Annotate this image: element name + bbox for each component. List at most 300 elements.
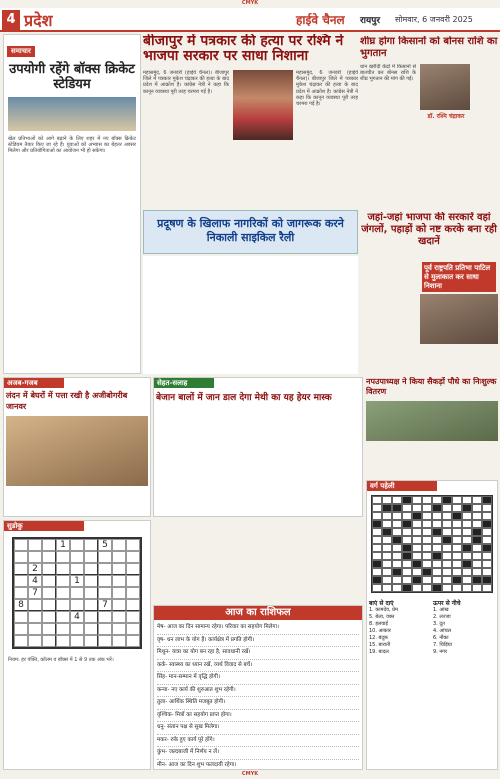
horoscope-title: आज का राशिफल: [154, 606, 362, 620]
crossword-cell[interactable]: [412, 496, 422, 504]
photo-caption: डॉ. रश्मि चंद्राकर: [427, 113, 465, 120]
crossword-cell[interactable]: [482, 560, 492, 568]
sudoku-cell[interactable]: [70, 599, 84, 611]
crossword-cell[interactable]: [402, 512, 412, 520]
horoscope-item: मकर- रुके हुए कार्य पूरे होंगे।: [157, 735, 359, 748]
sudoku-cell[interactable]: [126, 587, 140, 599]
clue-item: 10. आकार: [369, 628, 391, 634]
crossword-cell[interactable]: [412, 520, 422, 528]
story-body: खेल प्रतिभाओं को आगे बढ़ाने के लिए शहर में नए बॉक्स क्रिकेट स्टेडियम तैयार किए जा रहे हैं। युवाओं को अभ्यास का बेहतर अवसर मिलेगा और प्रतियोगिताओं का आयोजन भी हो सकेगा।: [8, 136, 136, 155]
clue-item: 8. हलवाई: [369, 621, 388, 627]
sudoku-cell[interactable]: [14, 611, 28, 623]
crossword-cell[interactable]: [472, 544, 482, 552]
horoscope-item: वृष- धन लाभ के योग हैं। कार्यक्षेत्र में प्रगति होगी।: [157, 635, 359, 648]
sudoku-cell[interactable]: 2: [28, 563, 42, 575]
crossword-cell[interactable]: [372, 520, 382, 528]
sudoku-cell[interactable]: [14, 623, 28, 635]
crossword-cell[interactable]: [452, 584, 462, 592]
crossword-cell[interactable]: [422, 584, 432, 592]
horoscope-item: धनु- संतान पक्ष से सुख मिलेगा।: [157, 722, 359, 735]
crossword-cell[interactable]: [412, 584, 422, 592]
health-box: [153, 377, 363, 517]
sudoku-cell[interactable]: [56, 599, 70, 611]
sudoku-cell[interactable]: 8: [14, 599, 28, 611]
sudoku-cell[interactable]: [98, 623, 112, 635]
right-story-body: धान खरीदी केंद्रों में किसानों से बातचीत कर बोनस राशि के शीघ्र भुगतान की मांग की गई।: [360, 64, 416, 83]
horoscope-item: वृश्चिक- मित्रों का सहयोग प्राप्त होगा।: [157, 710, 359, 723]
sudoku-cell[interactable]: [28, 635, 42, 647]
sudoku-cell[interactable]: [126, 563, 140, 575]
sudoku-cell[interactable]: [56, 587, 70, 599]
crossword-cell[interactable]: [442, 520, 452, 528]
crossword-cell[interactable]: [422, 496, 432, 504]
crossword-cell[interactable]: [472, 528, 482, 536]
clue-item: 9. नगर: [433, 649, 447, 655]
across-clues: [369, 607, 431, 656]
crossword-cell[interactable]: [392, 552, 402, 560]
crossword-cell[interactable]: [392, 560, 402, 568]
crossword-cell[interactable]: [422, 512, 432, 520]
sudoku-cell[interactable]: [84, 575, 98, 587]
crossword-cell[interactable]: [392, 576, 402, 584]
horoscope-item: तुला- आर्थिक स्थिति मजबूत होगी।: [157, 697, 359, 710]
crossword-cell[interactable]: [382, 528, 392, 536]
crossword-cell[interactable]: [422, 536, 432, 544]
crossword-cell[interactable]: [412, 560, 422, 568]
crossword-cell[interactable]: [422, 568, 432, 576]
sudoku-cell[interactable]: [70, 563, 84, 575]
sudoku-cell[interactable]: [42, 551, 56, 563]
crossword-cell[interactable]: [462, 504, 472, 512]
crossword-cell[interactable]: [482, 584, 492, 592]
crossword-cell[interactable]: [372, 560, 382, 568]
sudoku-cell[interactable]: [84, 611, 98, 623]
crossword-cell[interactable]: [442, 552, 452, 560]
crossword-cell[interactable]: [432, 552, 442, 560]
clue-item: 1. कामदेव, प्रेम: [369, 607, 398, 613]
crossword-cell[interactable]: [412, 504, 422, 512]
crossword-grid[interactable]: [371, 495, 493, 593]
sudoku-cell[interactable]: 1: [56, 539, 70, 551]
down-clues: [433, 607, 495, 656]
clue-item: 19. बादल: [369, 649, 389, 655]
crossword-cell[interactable]: [472, 520, 482, 528]
crossword-cell[interactable]: [402, 552, 412, 560]
crossword-cell[interactable]: [382, 496, 392, 504]
clue-item: 12. बंदूक: [369, 635, 388, 641]
crossword-cell[interactable]: [412, 512, 422, 520]
crossword-cell[interactable]: [372, 504, 382, 512]
sudoku-cell[interactable]: [126, 575, 140, 587]
crossword-cell[interactable]: [382, 584, 392, 592]
sudoku-cell[interactable]: [28, 551, 42, 563]
sudoku-cell[interactable]: 7: [98, 599, 112, 611]
crossword-cell[interactable]: [422, 544, 432, 552]
main-headline: बीजापुर में पत्रकार की हत्या पर रश्मि ने भाजपा सरकार पर साधा निशाना: [143, 34, 344, 64]
sudoku-cell[interactable]: [126, 635, 140, 647]
plant-photo: [366, 401, 498, 441]
crossword-cell[interactable]: [472, 504, 482, 512]
crossword-cell[interactable]: [452, 576, 462, 584]
crossword-cell[interactable]: [442, 584, 452, 592]
mining-headline: जहां-जहां भाजपा की सरकारें वहां जंगलों, पहाड़ों को नष्ट करके बना रही खदानें: [361, 212, 497, 247]
politician-photo: [233, 70, 293, 140]
crossword-cell[interactable]: [402, 520, 412, 528]
sudoku-cell[interactable]: [56, 563, 70, 575]
horoscope-list: [154, 620, 362, 770]
crossword-cell[interactable]: [452, 528, 462, 536]
crossword-cell[interactable]: [432, 568, 442, 576]
crossword-cell[interactable]: [452, 560, 462, 568]
crossword-cell[interactable]: [422, 520, 432, 528]
sudoku-cell[interactable]: [126, 551, 140, 563]
crossword-cell[interactable]: [432, 560, 442, 568]
story-headline: नपउपाध्यक्ष ने किया सैकड़ों पौधे का निःशुल्क वितरण: [366, 377, 497, 396]
sudoku-cell[interactable]: [56, 575, 70, 587]
crossword-cell[interactable]: [412, 528, 422, 536]
sudoku-cell[interactable]: [42, 575, 56, 587]
sudoku-cell[interactable]: [112, 575, 126, 587]
sudoku-cell[interactable]: [70, 539, 84, 551]
crossword-cell[interactable]: [472, 552, 482, 560]
clue-item: 2. लज्जा: [433, 614, 451, 620]
sudoku-cell[interactable]: [56, 623, 70, 635]
section-tag: समाचार: [7, 46, 35, 57]
sudoku-cell[interactable]: [112, 635, 126, 647]
crossword-cell[interactable]: [462, 496, 472, 504]
crossword-cell[interactable]: [402, 576, 412, 584]
crossword-cell[interactable]: [482, 512, 492, 520]
crossword-cell[interactable]: [462, 560, 472, 568]
sudoku-cell[interactable]: [14, 575, 28, 587]
right-photo: [420, 64, 470, 110]
sudoku-cell[interactable]: [112, 587, 126, 599]
sudoku-cell[interactable]: [70, 551, 84, 563]
crossword-cell[interactable]: [462, 576, 472, 584]
rally-body: [143, 256, 358, 374]
crossword-cell[interactable]: [402, 544, 412, 552]
clue-item: 3. दूत: [433, 621, 445, 627]
crossword-cell[interactable]: [482, 520, 492, 528]
mining-subhead: पूर्व राष्ट्रपति प्रतिभा पाटिल से मुलाकात कर साधा निशाना: [422, 262, 496, 292]
sudoku-cell[interactable]: [14, 563, 28, 575]
crossword-cell[interactable]: [372, 544, 382, 552]
horoscope-item: मीन- आज का दिन शुभ फलदायी रहेगा।: [157, 760, 359, 771]
sudoku-cell[interactable]: [42, 539, 56, 551]
crossword-cell[interactable]: [372, 552, 382, 560]
sudoku-cell[interactable]: [126, 611, 140, 623]
sudoku-cell[interactable]: [70, 587, 84, 599]
story-headline: बेजान बालों में जान डाल देगा मेथी का यह हेयर मास्क: [156, 393, 332, 403]
crossword-cell[interactable]: [442, 544, 452, 552]
sudoku-cell[interactable]: [84, 635, 98, 647]
crossword-cell[interactable]: [442, 496, 452, 504]
crossword-cell[interactable]: [372, 576, 382, 584]
sudoku-cell[interactable]: [28, 623, 42, 635]
crossword-cell[interactable]: [432, 512, 442, 520]
crossword-cell[interactable]: [462, 552, 472, 560]
crossword-cell[interactable]: [402, 568, 412, 576]
masthead: हाईवे चैनल: [296, 13, 345, 27]
sudoku-cell[interactable]: [84, 587, 98, 599]
crossword-cell[interactable]: [382, 560, 392, 568]
sudoku-box: [3, 520, 151, 770]
crossword-cell[interactable]: [392, 544, 402, 552]
sudoku-cell[interactable]: [84, 539, 98, 551]
sudoku-cell[interactable]: [84, 623, 98, 635]
crossword-cell[interactable]: [432, 504, 442, 512]
sudoku-cell[interactable]: [28, 539, 42, 551]
horoscope-item: कर्क- स्वास्थ्य का ध्यान रखें, व्यर्थ विवाद से बचें।: [157, 660, 359, 673]
sudoku-cell[interactable]: 7: [28, 587, 42, 599]
sudoku-cell[interactable]: [42, 635, 56, 647]
crossword-cell[interactable]: [482, 544, 492, 552]
crossword-cell[interactable]: [472, 584, 482, 592]
sudoku-cell[interactable]: [28, 599, 42, 611]
sudoku-cell[interactable]: [56, 635, 70, 647]
main-story-body: महासमुंद, 6 जनवरी (हाईवे चैनल)। बीजापुर जिले में पत्रकार मुकेश चंद्राकर की हत्या के बाद प्रदेश में आक्रोश है। कांग्रेस नेत्री ने कहा कि कानून व्यवस्था पूरी तरह चरमरा गई है।: [143, 70, 229, 95]
sudoku-cell[interactable]: 4: [28, 575, 42, 587]
crossword-cell[interactable]: [442, 560, 452, 568]
crossword-cell[interactable]: [472, 512, 482, 520]
weird-news-box: [3, 377, 151, 517]
crossword-cell[interactable]: [482, 552, 492, 560]
stadium-photo: [8, 97, 136, 131]
crossword-cell[interactable]: [382, 552, 392, 560]
sudoku-cell[interactable]: [42, 599, 56, 611]
sudoku-cell[interactable]: [98, 635, 112, 647]
crossword-cell[interactable]: [482, 536, 492, 544]
plant-distribution-box: [366, 377, 498, 477]
edition-city: रायपुर: [360, 16, 381, 26]
sudoku-cell[interactable]: [14, 635, 28, 647]
sudoku-cell[interactable]: [42, 587, 56, 599]
page-header: [0, 8, 500, 32]
crossword-cell[interactable]: [472, 496, 482, 504]
crossword-cell[interactable]: [462, 520, 472, 528]
crossword-cell[interactable]: [372, 568, 382, 576]
crossword-cell[interactable]: [462, 536, 472, 544]
crossword-cell[interactable]: [372, 512, 382, 520]
crossword-cell[interactable]: [452, 552, 462, 560]
crossword-cell[interactable]: [392, 528, 402, 536]
sudoku-cell[interactable]: [98, 611, 112, 623]
sudoku-cell[interactable]: [112, 539, 126, 551]
sudoku-cell[interactable]: [126, 599, 140, 611]
story-headline: लंदन में बेघरों में पत्ता रखी है अजीबोगरीब जानवर: [6, 391, 128, 411]
crossword-cell[interactable]: [482, 568, 492, 576]
rally-headline: प्रदूषण के खिलाफ नागरिकों को जागरूक करने निकाली साइकिल रैली: [143, 210, 358, 254]
down-title: ऊपर से नीचे: [433, 600, 461, 607]
crossword-cell[interactable]: [422, 576, 432, 584]
sudoku-cell[interactable]: [126, 539, 140, 551]
horoscope-item: कन्या- नए कार्य की शुरुआत शुभ रहेगी।: [157, 685, 359, 698]
sudoku-cell[interactable]: [42, 563, 56, 575]
clue-item: 6. नौका: [433, 635, 449, 641]
crossword-cell[interactable]: [472, 536, 482, 544]
crossword-cell[interactable]: [462, 512, 472, 520]
section-tag: सेहत-सलाह: [154, 378, 214, 388]
crossword-cell[interactable]: [372, 584, 382, 592]
horoscope-item: मेष- आज का दिन सामान्य रहेगा। परिवार का सहयोग मिलेगा।: [157, 622, 359, 635]
sudoku-cell[interactable]: [14, 539, 28, 551]
crossword-cell[interactable]: [412, 544, 422, 552]
sudoku-cell[interactable]: [14, 551, 28, 563]
crossword-cell[interactable]: [432, 544, 442, 552]
sudoku-cell[interactable]: [98, 551, 112, 563]
sudoku-cell[interactable]: [84, 551, 98, 563]
crossword-cell[interactable]: [382, 544, 392, 552]
crossword-cell[interactable]: [382, 520, 392, 528]
crossword-title: वर्ग पहेली: [367, 481, 437, 491]
sudoku-cell[interactable]: [98, 563, 112, 575]
horoscope-item: सिंह- मान-सम्मान में वृद्धि होगी।: [157, 672, 359, 685]
clue-item: 15. बाराती: [369, 642, 391, 648]
crossword-cell[interactable]: [432, 496, 442, 504]
sudoku-cell[interactable]: [84, 599, 98, 611]
clue-item: 1. आंख: [433, 607, 449, 613]
meeting-photo: [420, 294, 498, 344]
crossword-cell[interactable]: [452, 520, 462, 528]
crossword-cell[interactable]: [432, 584, 442, 592]
crossword-cell[interactable]: [372, 536, 382, 544]
sudoku-cell[interactable]: [14, 587, 28, 599]
color-strip: CMYK: [241, 0, 259, 6]
crossword-cell[interactable]: [412, 536, 422, 544]
sudoku-grid[interactable]: [12, 537, 142, 649]
crossword-cell[interactable]: [432, 520, 442, 528]
sudoku-rules: नियम: हर पंक्ति, कॉलम व बॉक्स में 1 से 9 तक अंक भरें।: [8, 657, 114, 663]
crossword-cell[interactable]: [432, 576, 442, 584]
crossword-cell[interactable]: [392, 584, 402, 592]
sudoku-cell[interactable]: 4: [70, 611, 84, 623]
crossword-cell[interactable]: [452, 536, 462, 544]
crossword-cell[interactable]: [432, 528, 442, 536]
sudoku-cell[interactable]: [42, 611, 56, 623]
sudoku-cell[interactable]: [112, 599, 126, 611]
sudoku-cell[interactable]: 5: [98, 539, 112, 551]
sudoku-cell[interactable]: 1: [70, 575, 84, 587]
crossword-cell[interactable]: [422, 504, 432, 512]
main-story-body-2: महासमुंद, 6 जनवरी (हाईवे चैनल)। बीजापुर जिले में पत्रकार मुकेश चंद्राकर की हत्या के बाद प्रदेश में आक्रोश है। कांग्रेस नेत्री ने कहा कि कानून व्यवस्था पूरी तरह चरमरा गई है।: [296, 70, 358, 108]
sudoku-cell[interactable]: [112, 611, 126, 623]
sudoku-cell[interactable]: [56, 611, 70, 623]
crossword-cell[interactable]: [372, 496, 382, 504]
crossword-cell[interactable]: [422, 560, 432, 568]
right-headline: शीघ्र होगा किसानों को बोनस राशि का भुगतान: [360, 36, 498, 59]
crossword-cell[interactable]: [392, 536, 402, 544]
crossword-cell[interactable]: [402, 536, 412, 544]
crossword-cell[interactable]: [402, 560, 412, 568]
crossword-box: [366, 480, 498, 770]
clue-item: 5. बेला, वक्त: [369, 614, 395, 620]
edition-date: सोमवार, 6 जनवरी 2025: [395, 15, 473, 24]
sudoku-cell[interactable]: [56, 551, 70, 563]
crossword-cell[interactable]: [412, 576, 422, 584]
crossword-cell[interactable]: [422, 528, 432, 536]
page-number: 4: [2, 10, 20, 30]
crossword-cell[interactable]: [462, 544, 472, 552]
crossword-cell[interactable]: [382, 512, 392, 520]
sudoku-cell[interactable]: [42, 623, 56, 635]
sudoku-cell[interactable]: [112, 551, 126, 563]
sudoku-cell[interactable]: [98, 587, 112, 599]
crossword-cell[interactable]: [452, 496, 462, 504]
crossword-cell[interactable]: [452, 512, 462, 520]
left-story: [3, 34, 141, 374]
crossword-cell[interactable]: [402, 504, 412, 512]
crossword-cell[interactable]: [382, 536, 392, 544]
crossword-cell[interactable]: [412, 552, 422, 560]
crossword-cell[interactable]: [422, 552, 432, 560]
crossword-cell[interactable]: [472, 576, 482, 584]
crossword-cell[interactable]: [452, 568, 462, 576]
crossword-cell[interactable]: [392, 512, 402, 520]
crossword-cell[interactable]: [482, 528, 492, 536]
section-tag: अजब-गजब: [4, 378, 64, 388]
crossword-cell[interactable]: [472, 560, 482, 568]
horoscope-item: कुंभ- जल्दबाजी में निर्णय न लें।: [157, 747, 359, 760]
crossword-cell[interactable]: [482, 496, 492, 504]
crossword-cell[interactable]: [442, 568, 452, 576]
crossword-cell[interactable]: [382, 504, 392, 512]
crossword-cell[interactable]: [392, 520, 402, 528]
crossword-cell[interactable]: [462, 584, 472, 592]
crossword-cell[interactable]: [382, 568, 392, 576]
crossword-cell[interactable]: [452, 504, 462, 512]
section-title: प्रदेश: [24, 11, 53, 30]
sudoku-cell[interactable]: [112, 623, 126, 635]
crossword-cell[interactable]: [442, 512, 452, 520]
sudoku-title: सुडोकु: [4, 521, 84, 531]
crossword-cell[interactable]: [462, 528, 472, 536]
crossword-cell[interactable]: [482, 576, 492, 584]
across-title: बाएं से दाएं: [369, 600, 394, 607]
crossword-cell[interactable]: [402, 496, 412, 504]
color-strip-bottom: CMYK: [241, 771, 259, 777]
crossword-cell[interactable]: [372, 528, 382, 536]
horoscope-box: [153, 605, 363, 770]
sudoku-cell[interactable]: [70, 623, 84, 635]
crossword-cell[interactable]: [442, 504, 452, 512]
sudoku-cell[interactable]: [112, 563, 126, 575]
crossword-cell[interactable]: [462, 568, 472, 576]
crossword-cell[interactable]: [452, 544, 462, 552]
crossword-cell[interactable]: [442, 536, 452, 544]
sudoku-cell[interactable]: [70, 635, 84, 647]
crossword-cell[interactable]: [482, 504, 492, 512]
crossword-cell[interactable]: [392, 496, 402, 504]
crossword-cell[interactable]: [392, 568, 402, 576]
crossword-cell[interactable]: [472, 568, 482, 576]
crossword-cell[interactable]: [392, 504, 402, 512]
sudoku-cell[interactable]: [28, 611, 42, 623]
animal-photo: [6, 416, 148, 486]
crossword-cell[interactable]: [442, 528, 452, 536]
crossword-cell[interactable]: [402, 584, 412, 592]
sudoku-cell[interactable]: [98, 575, 112, 587]
crossword-cell[interactable]: [432, 536, 442, 544]
crossword-cell[interactable]: [412, 568, 422, 576]
crossword-cell[interactable]: [442, 576, 452, 584]
clue-item: 7. चिड़िया: [433, 642, 452, 648]
horoscope-item: मिथुन- यात्रा का योग बन रहा है, सावधानी रखें।: [157, 647, 359, 660]
story-headline: उपयोगी रहेंगे बॉक्स क्रिकेट स्टेडियम: [9, 62, 135, 92]
sudoku-cell[interactable]: [126, 623, 140, 635]
sudoku-cell[interactable]: [84, 563, 98, 575]
crossword-cell[interactable]: [402, 528, 412, 536]
crossword-cell[interactable]: [382, 576, 392, 584]
